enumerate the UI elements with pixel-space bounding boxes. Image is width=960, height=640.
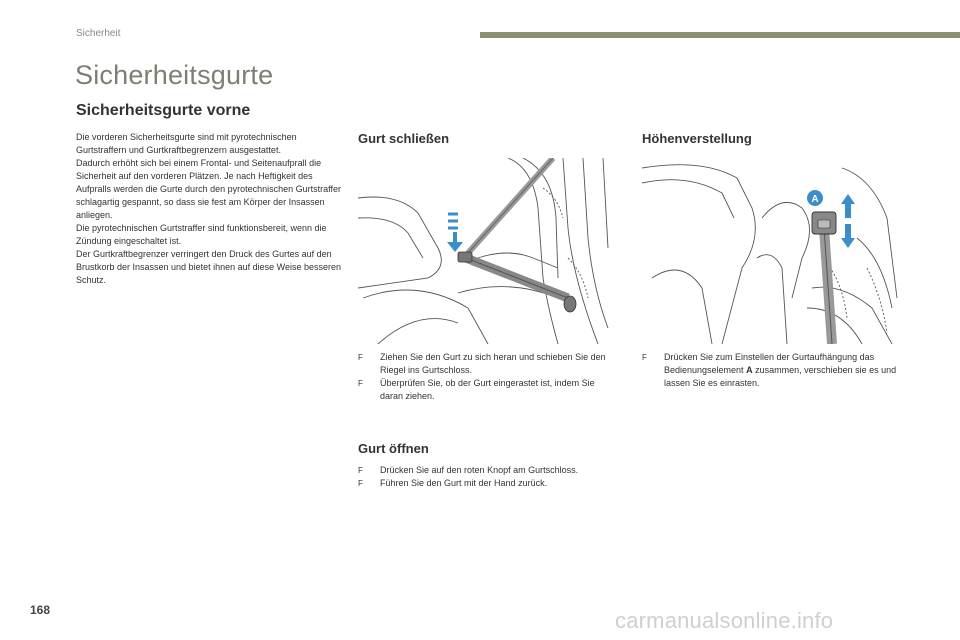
bullet-icon: F bbox=[642, 353, 647, 362]
height-adjust-illustration bbox=[642, 158, 904, 344]
list-item bbox=[358, 377, 620, 403]
page-number: 168 bbox=[30, 603, 51, 617]
intro-paragraph: Die pyrotechnischen Gurtstraffer sind funktionsbereit, wenn die Zündung eingeschaltet ist. bbox=[76, 223, 327, 246]
page-title: Sicherheitsgurte bbox=[75, 60, 274, 90]
intro-paragraph: Die vorderen Sicherheitsgurte sind mit pyrotechnischen Gurtstraffern und Gurtkraftbegrenzern ausgestattet. bbox=[76, 132, 297, 155]
height-steps bbox=[642, 351, 907, 390]
intro-paragraph: Dadurch erhöht sich bei einem Frontal- und Seitenaufprall die Sicherheit auf den vorderen Plätzen. Je nach Heftigkeit des Aufpralls werden die Gurte durch den pyrotechnischen Gurtstraffer schlagartig gespannt, so dass sie fest am Körper der Insassen anliegen. bbox=[76, 158, 341, 220]
watermark: carmanualsonline.info bbox=[615, 608, 834, 633]
list-item bbox=[642, 351, 907, 390]
bullet-icon: F bbox=[358, 466, 363, 475]
opening-heading: Gurt öffnen bbox=[358, 441, 429, 456]
buckle-illustration bbox=[358, 158, 616, 344]
intro-text bbox=[76, 131, 341, 287]
step-text: Ziehen Sie den Gurt zu sich heran und schieben Sie den Riegel ins Gurtschloss. bbox=[380, 352, 606, 375]
step-text: Drücken Sie auf den roten Knopf am Gurtschloss. bbox=[380, 465, 579, 475]
step-text: Führen Sie den Gurt mit der Hand zurück. bbox=[380, 478, 548, 488]
closing-steps bbox=[358, 351, 620, 403]
list-item bbox=[358, 464, 628, 477]
bullet-icon: F bbox=[358, 379, 363, 388]
callout-label: A bbox=[811, 194, 819, 205]
closing-heading: Gurt schließen bbox=[358, 131, 450, 146]
step-bold: A bbox=[746, 365, 753, 375]
list-item bbox=[358, 351, 620, 377]
list-item bbox=[358, 477, 628, 490]
section-heading: Sicherheitsgurte vorne bbox=[76, 102, 251, 119]
step-text: zusammen, verschieben sie es und lassen Sie es einrasten. bbox=[664, 365, 897, 388]
opening-steps bbox=[358, 464, 628, 490]
intro-paragraph: Der Gurtkraftbegrenzer verringert den Druck des Gurtes auf den Brustkorb der Insassen und bietet ihnen auf diese Weise besseren Schutz. bbox=[76, 249, 341, 285]
bullet-icon: F bbox=[358, 479, 363, 488]
height-heading: Höhenverstellung bbox=[642, 131, 752, 146]
step-text: Überprüfen Sie, ob der Gurt eingerastet ist, indem Sie daran ziehen. bbox=[380, 378, 595, 401]
step-text: Drücken Sie zum Einstellen der Gurtaufhängung das Bedienungselement bbox=[664, 352, 875, 375]
section-label: Sicherheit bbox=[76, 28, 121, 39]
header-bar bbox=[480, 32, 960, 38]
bullet-icon: F bbox=[358, 353, 363, 362]
